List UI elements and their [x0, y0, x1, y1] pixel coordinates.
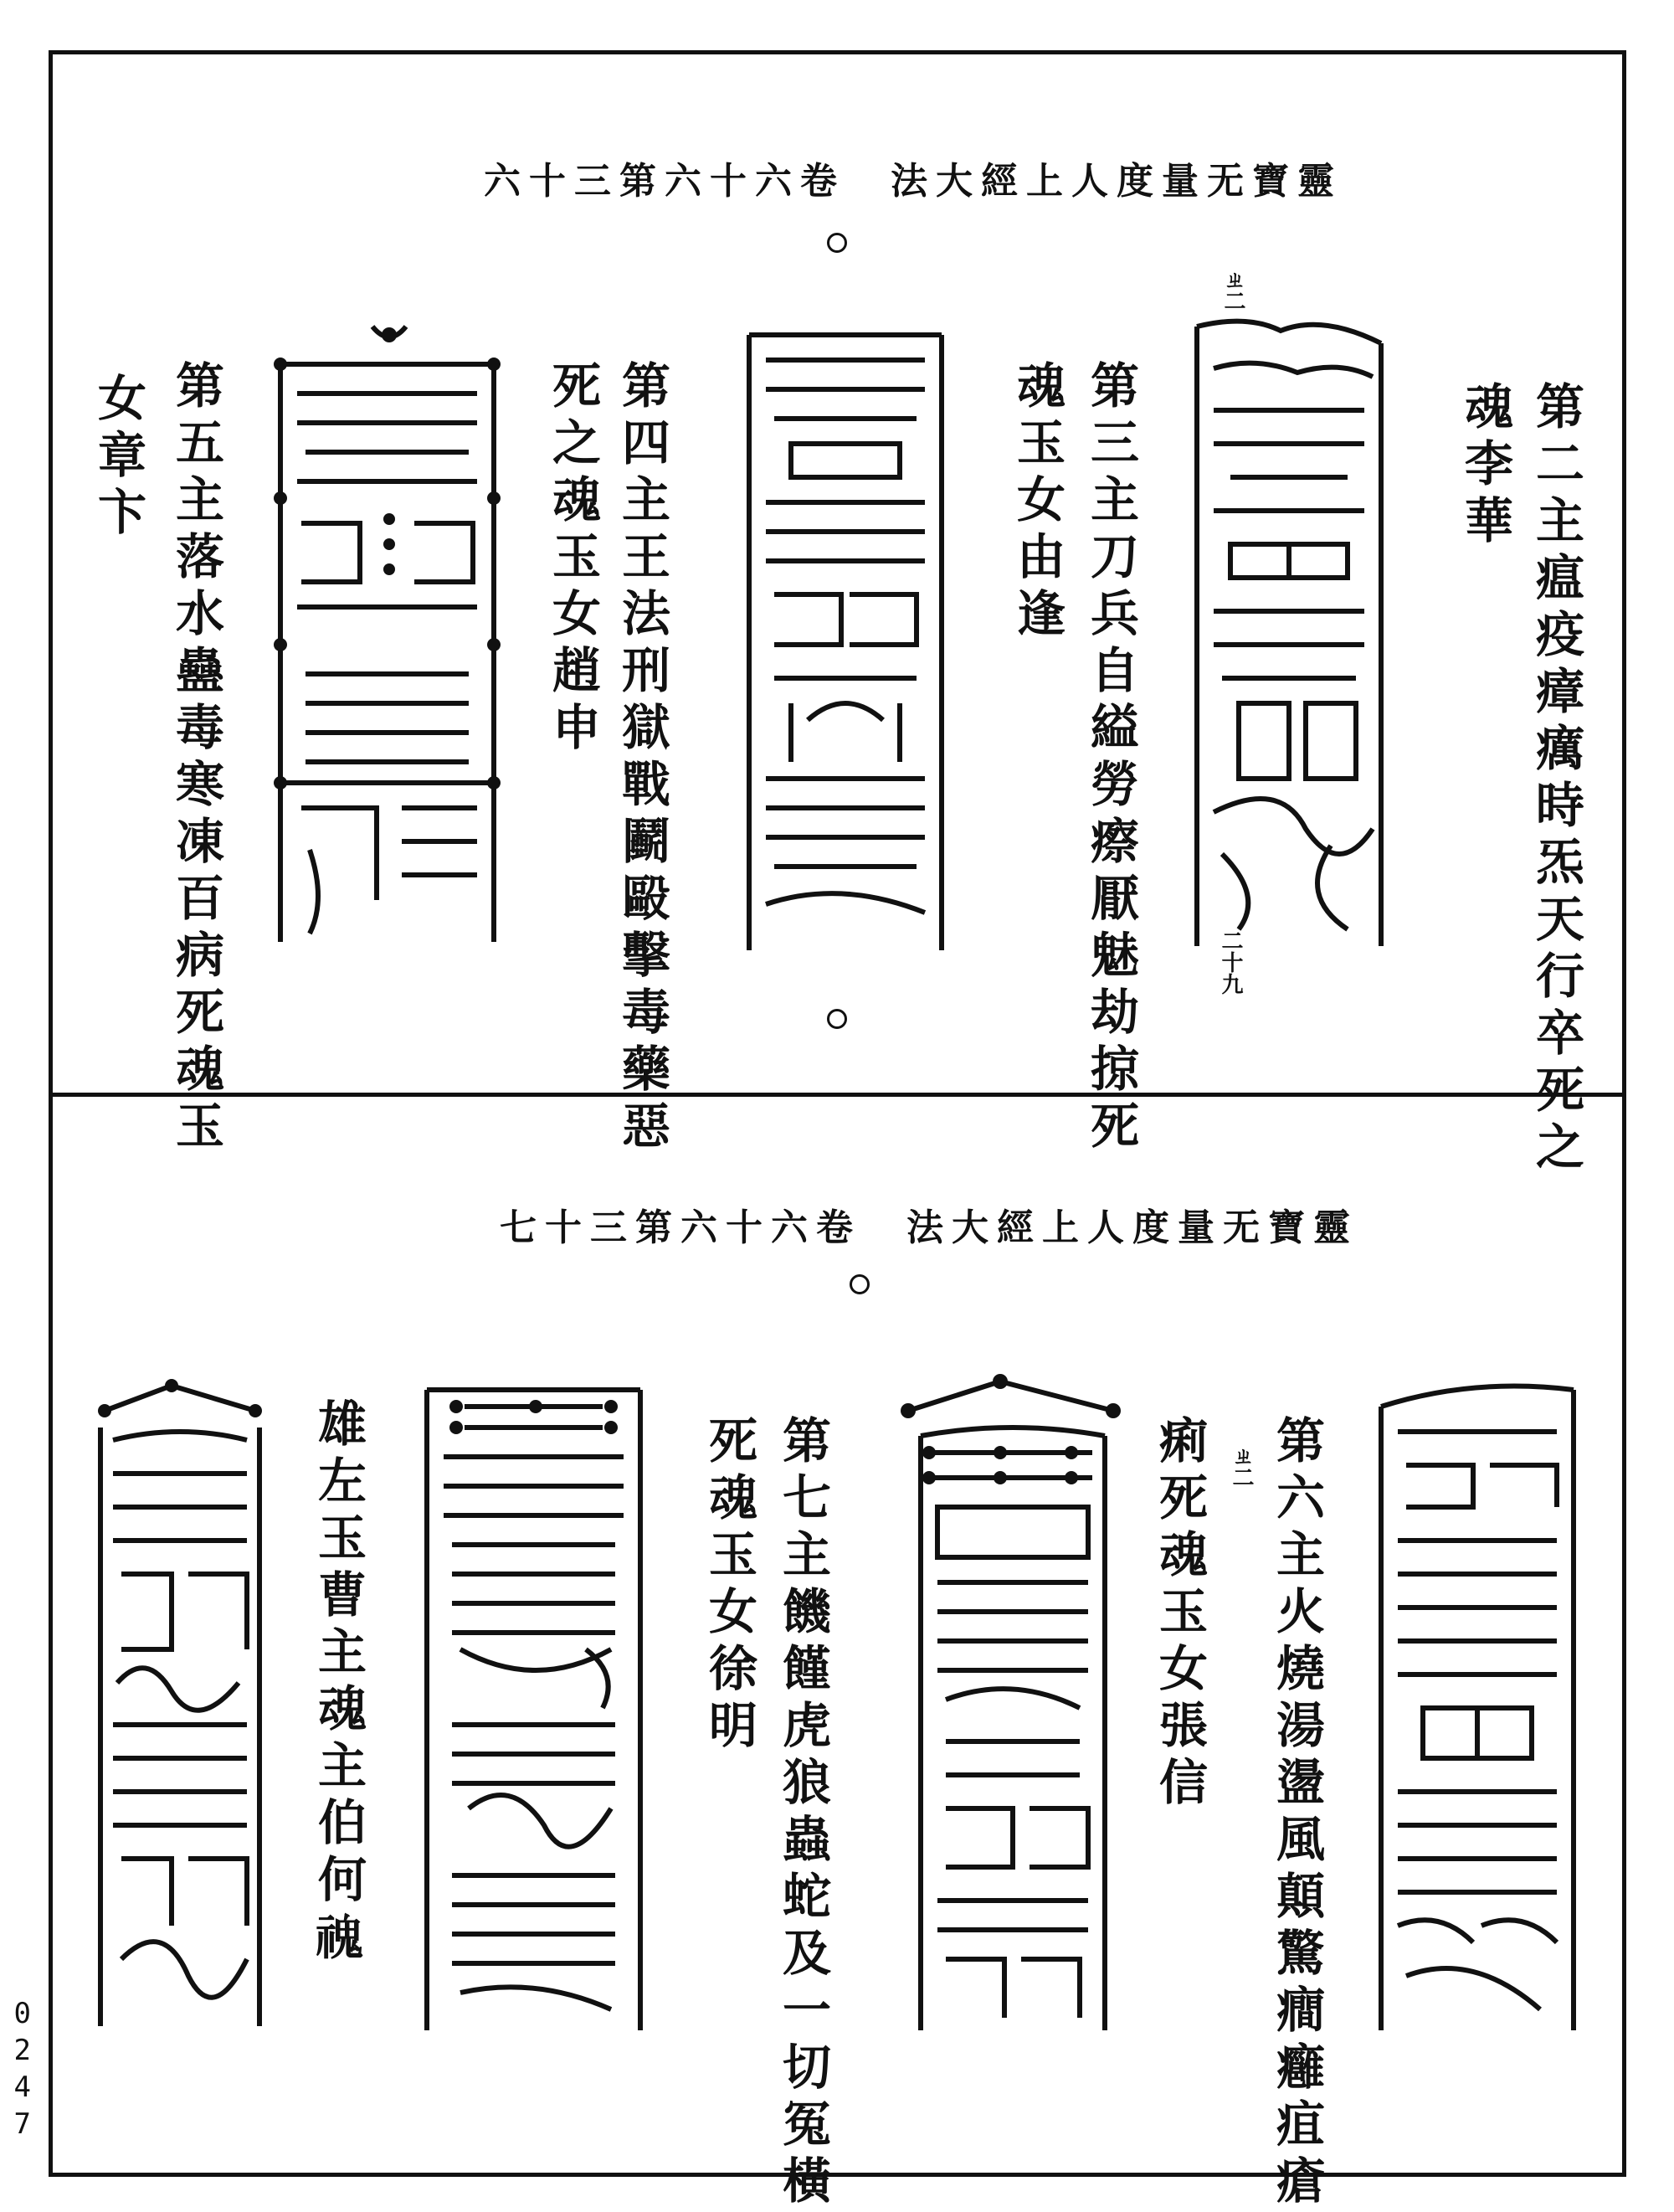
- entry-6-line-1: 第六主火燒湯盪風顛驚癎癰疽瘡: [1268, 1415, 1325, 2212]
- binding-hole: [850, 1274, 870, 1294]
- talisman-6: [418, 1373, 649, 2035]
- leaf-number: 二十九: [1218, 929, 1243, 995]
- leaf-marker: ㄓ二: [1220, 268, 1245, 311]
- page-header-top: 六十三第六十六卷 法大經上人度量无寶靈: [484, 160, 1343, 203]
- entry-5-line-2: 女章卞: [90, 373, 146, 543]
- page-number-text: 0247: [5, 1997, 39, 2144]
- page-number: [7, 1997, 37, 2151]
- entry-3-line-2: 魂玉女由逢: [1009, 360, 1066, 645]
- entry-3-line-1: 第三主刀兵自縊勞瘵厭魅劫掠死: [1082, 360, 1139, 1157]
- binding-hole: [827, 233, 847, 253]
- entry-7-line-2: 死魂玉女徐明: [701, 1415, 757, 1757]
- entry-6-line-2: 痢死魂玉女張信: [1151, 1415, 1208, 1813]
- binding-hole: [827, 1009, 847, 1029]
- entry-4-line-2: 死之魂玉女趙申: [544, 360, 601, 759]
- entry-2-line-2: 魂李華: [1456, 381, 1513, 552]
- entry-4-line-1: 第四主王法刑獄戰鬬毆擊毒藥惡: [614, 360, 670, 1157]
- entry-5-line-1: 第五主落水蠱毒寒凍百病死魂玉: [167, 360, 224, 1157]
- page-header-bottom: 七十三第六十六卷 法大經上人度量无寶靈: [500, 1206, 1358, 1249]
- leaf-marker: ㄓ二: [1229, 1444, 1254, 1488]
- talisman-1: [1180, 310, 1398, 954]
- talisman-3: [268, 314, 511, 950]
- talisman-4: [1373, 1373, 1582, 2035]
- talisman-2: [741, 327, 950, 954]
- entry-8-line-1: 雄左玉曹主魂主伯何𩲡: [310, 1398, 367, 1968]
- talisman-5: [896, 1373, 1130, 2035]
- entry-7-line-1: 第七主饑饉虎狼蟲蛇及一切冤橫: [774, 1415, 831, 2212]
- talisman-7: [88, 1373, 268, 2035]
- entry-2-line-1: 第二主瘟疫瘴癘時炁天行卒死之: [1528, 381, 1584, 1178]
- panel-divider: [49, 1093, 1626, 1097]
